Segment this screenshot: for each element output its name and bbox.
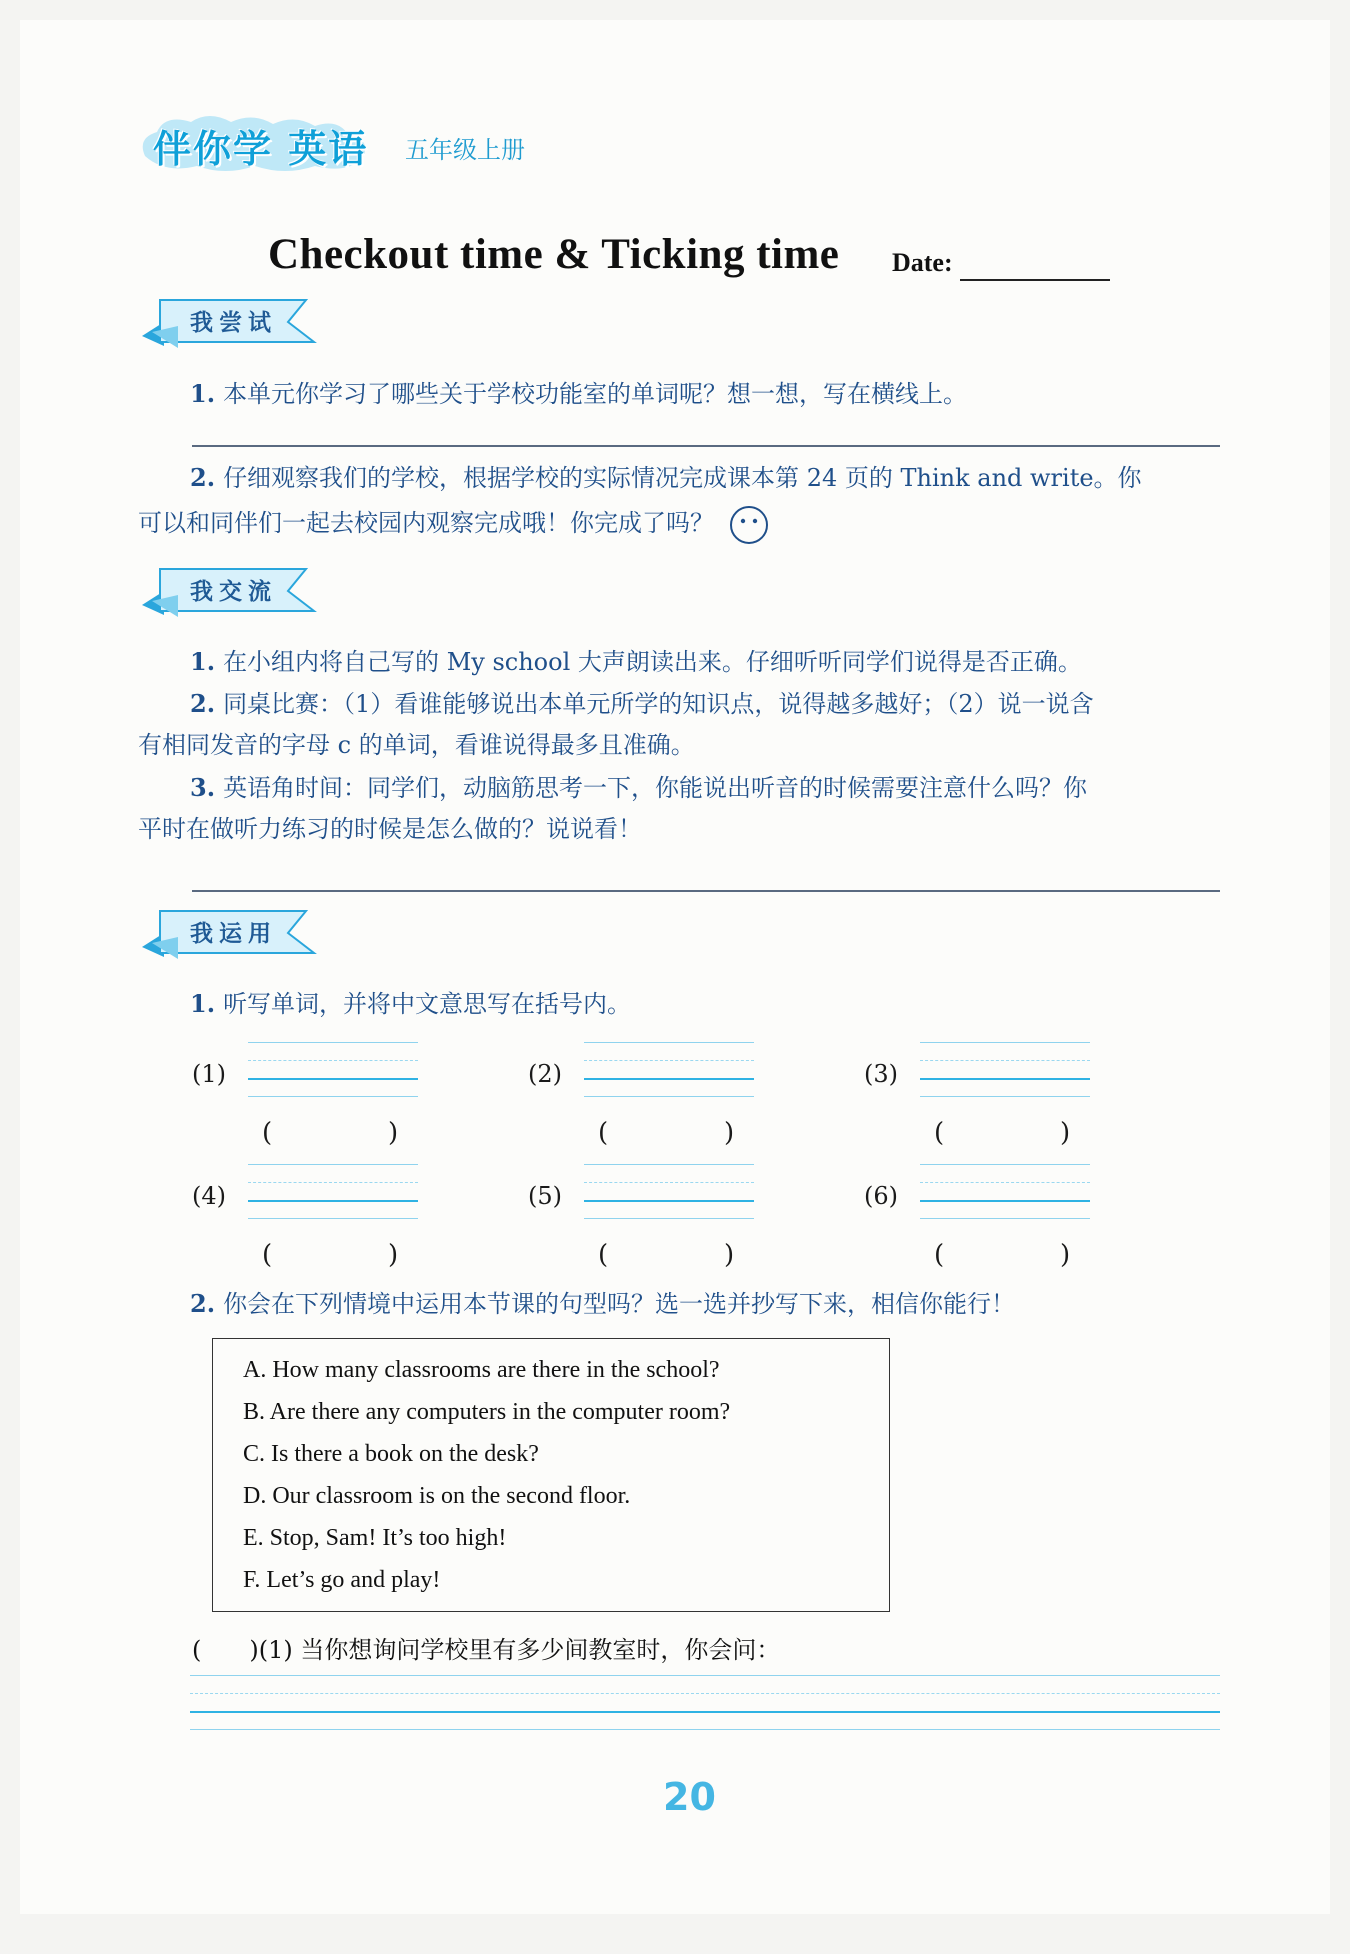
section-banner-apply: [138, 903, 328, 963]
section-banner-communicate: [138, 561, 328, 621]
brand-logo: [135, 108, 395, 178]
banner-label: 我交流: [190, 579, 277, 605]
answer-line[interactable]: [192, 445, 1220, 447]
paren-close: ): [388, 1118, 399, 1148]
question-text: 仔细观察我们的学校，根据学校的实际情况完成课本第 24 页的 Think and write。你: [223, 464, 1142, 492]
option-b: B. Are there any computers in the computer room?: [243, 1399, 731, 1425]
question-text: 听写单词，并将中文意思写在括号内。: [223, 990, 632, 1018]
question-text: 本单元你学习了哪些关于学校功能室的单词呢？想一想，写在横线上。: [223, 380, 968, 408]
question-number: 3.: [190, 773, 216, 802]
paren-close: ): [388, 1240, 399, 1270]
option-c: C. Is there a book on the desk?: [243, 1441, 539, 1467]
communicate-question-3-cont: 平时在做听力练习的时候是怎么做的？说说看！: [138, 815, 642, 843]
apply-question-1: [190, 982, 1230, 1026]
paren-open: (: [598, 1240, 609, 1270]
paren-close: ): [1060, 1240, 1071, 1270]
paren-open: (: [262, 1240, 273, 1270]
communicate-question-3: [190, 766, 1230, 810]
item-label-2: (2): [528, 1060, 562, 1088]
try-question-1: [190, 372, 1220, 416]
communicate-question-1: [190, 640, 1230, 684]
option-f: F. Let’s go and play!: [243, 1567, 441, 1593]
communicate-question-2-cont: 有相同发音的字母 c 的单词，看谁说得最多且准确。: [138, 731, 695, 759]
question-text: 可以和同伴们一起去校园内观察完成哦！你完成了吗？: [138, 509, 714, 537]
item-label-4: (4): [192, 1182, 226, 1210]
brand-title: 伴你学 英语: [153, 127, 369, 171]
date-input-line[interactable]: [960, 279, 1110, 281]
question-text: 英语角时间：同学们，动脑筋思考一下，你能说出听音的时候需要注意什么吗？你: [223, 774, 1088, 802]
paren-open: (: [934, 1240, 945, 1270]
item-label-1: (1): [192, 1060, 226, 1088]
answer-line[interactable]: [192, 890, 1220, 892]
option-a: A. How many classrooms are there in the school?: [243, 1357, 720, 1383]
paren-open: (: [598, 1118, 609, 1148]
answer-writing-lines[interactable]: [190, 1675, 1220, 1745]
options-box: [212, 1338, 890, 1612]
section-banner-try: [138, 292, 328, 352]
grade-label: 五年级上册: [405, 136, 525, 164]
date-label: Date:: [892, 248, 953, 277]
option-e: E. Stop, Sam! It’s too high!: [243, 1525, 507, 1551]
question-number: 1.: [190, 647, 216, 676]
sub-question-1: ( )(1) 当你想询问学校里有多少间教室时，你会问：: [192, 1636, 781, 1664]
item-label-3: (3): [864, 1060, 898, 1088]
apply-question-2: [190, 1282, 1230, 1326]
page-number: 20: [663, 1775, 716, 1819]
question-number: 2.: [190, 463, 216, 492]
paren-close: ): [724, 1118, 735, 1148]
item-label-6: (6): [864, 1182, 898, 1210]
banner-label: 我运用: [190, 921, 277, 947]
question-number: 1.: [190, 989, 216, 1018]
question-text: 同桌比赛：（1）看谁能够说出本单元所学的知识点，说得越多越好；（2）说一说含: [223, 690, 1094, 718]
paren-open: (: [934, 1118, 945, 1148]
page-title: Checkout time & Ticking time: [268, 231, 840, 278]
paren-open: (: [262, 1118, 273, 1148]
item-label-5: (5): [528, 1182, 562, 1210]
option-d: D. Our classroom is on the second floor.: [243, 1483, 631, 1509]
question-number: 1.: [190, 379, 216, 408]
smiley-face-icon: [728, 504, 770, 546]
try-question-2-cont: [138, 502, 1218, 546]
banner-label: 我尝试: [190, 310, 277, 336]
communicate-question-2: [190, 682, 1230, 726]
worksheet-page: [20, 20, 1330, 1914]
try-question-2: [190, 456, 1230, 500]
question-text: 你会在下列情境中运用本节课的句型吗？选一选并抄写下来，相信你能行！: [223, 1290, 1016, 1318]
question-number: 2.: [190, 1289, 216, 1318]
question-number: 2.: [190, 689, 216, 718]
paren-close: ): [1060, 1118, 1071, 1148]
question-text: 在小组内将自己写的 My school 大声朗读出来。仔细听听同学们说得是否正确。: [223, 648, 1082, 676]
paren-close: ): [724, 1240, 735, 1270]
